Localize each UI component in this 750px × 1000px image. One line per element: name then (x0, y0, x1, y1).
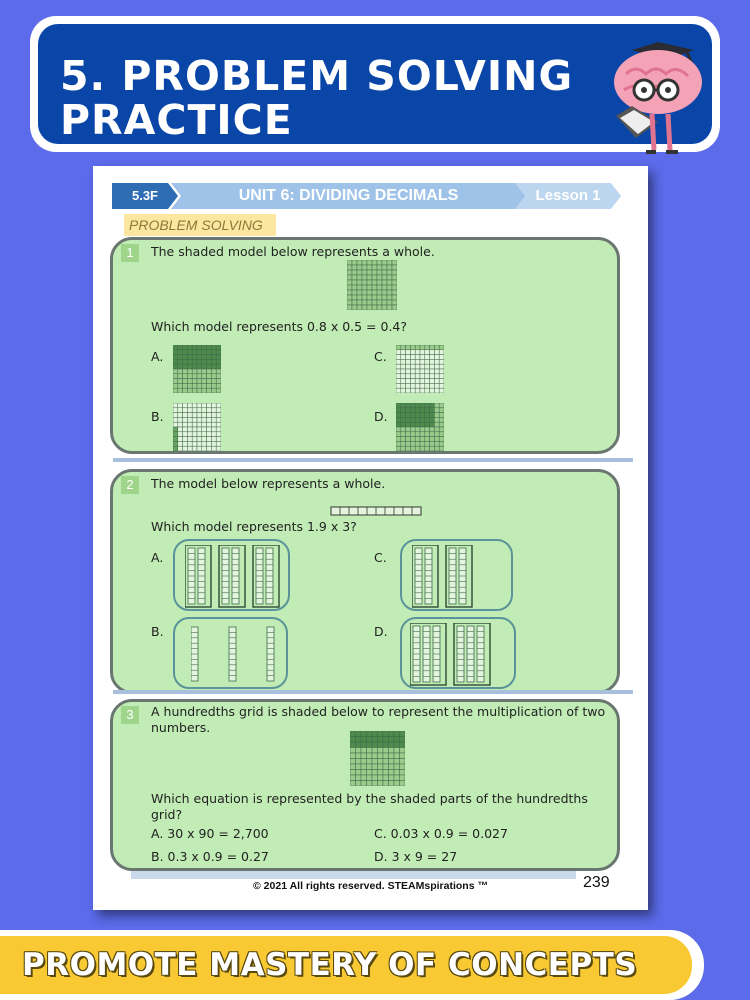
brain-reading-icon (596, 34, 716, 156)
option-b-label: B. (151, 409, 164, 424)
option-c-label: C. (374, 550, 387, 565)
option-b[interactable]: B. 0.3 x 0.9 = 0.27 (151, 849, 269, 864)
question-card-3 (110, 699, 620, 871)
question-prompt: The model below represents a whole. (151, 476, 386, 491)
option-d-label: D. (374, 409, 388, 424)
option-b-label: B. (151, 624, 164, 639)
question-prompt-line2: numbers. (151, 720, 211, 735)
page-number: 239 (583, 874, 610, 891)
title-banner (30, 16, 720, 152)
section-divider (113, 458, 633, 462)
option-c-grid[interactable] (396, 345, 444, 393)
option-a-label: A. (151, 349, 164, 364)
footer-divider (131, 871, 576, 879)
option-a-label: A. (151, 550, 164, 565)
option-a-model[interactable] (173, 539, 290, 611)
question-ask: Which equation is represented by the shaded parts of the hundredths grid? (151, 791, 588, 822)
unit-title: UNIT 6: DIVIDING DECIMALS (238, 187, 459, 204)
option-d-grid[interactable] (396, 403, 444, 451)
question-ask: Which model represents 0.8 x 0.5 = 0.4? (151, 319, 408, 334)
question-card-1 (110, 237, 620, 454)
option-d-label: D. (374, 624, 388, 639)
copyright-notice: © 2021 All rights reserved. STEAMspirations ™ (253, 880, 488, 892)
question-ask: Which model represents 1.9 x 3? (151, 519, 357, 534)
banner-title-line1: 5. PROBLEM SOLVING (60, 52, 574, 100)
footer-banner-fill (0, 936, 692, 994)
option-a-grid[interactable] (173, 345, 221, 393)
lesson-tab (515, 183, 621, 209)
question-number: 1 (121, 244, 139, 262)
option-b-grid[interactable] (173, 403, 221, 451)
lesson-label: Lesson 1 (535, 187, 601, 204)
option-c-label: C. (374, 349, 387, 364)
option-d[interactable]: D. 3 x 9 = 27 (374, 849, 458, 864)
option-d-model[interactable] (400, 617, 516, 689)
option-c[interactable]: C. 0.03 x 0.9 = 0.027 (374, 826, 508, 841)
option-b-model[interactable] (173, 617, 288, 689)
section-divider (113, 690, 633, 694)
banner-title (60, 54, 573, 142)
question-card-2 (110, 469, 620, 694)
whole-grid-model (347, 260, 397, 310)
question-number: 3 (121, 706, 139, 724)
option-a[interactable]: A. 30 x 90 = 2,700 (151, 826, 269, 841)
unit-code-tab (112, 183, 178, 209)
question-prompt-line1: A hundredths grid is shaded below to represent the multiplication of two (151, 704, 606, 719)
section-label: PROBLEM SOLVING (124, 214, 276, 236)
unit-code: 5.3F (131, 188, 158, 203)
question-prompt: The shaded model below represents a whole. (151, 244, 435, 259)
hundredths-grid (350, 731, 405, 786)
banner-title-line2: PRACTICE (60, 96, 293, 144)
unit-title-bar (171, 183, 526, 209)
footer-banner (0, 930, 704, 1000)
option-c-model[interactable] (400, 539, 513, 611)
question-number: 2 (121, 476, 139, 494)
footer-banner-text: PROMOTE MASTERY OF CONCEPTS (22, 947, 638, 983)
worksheet-page (93, 166, 648, 910)
